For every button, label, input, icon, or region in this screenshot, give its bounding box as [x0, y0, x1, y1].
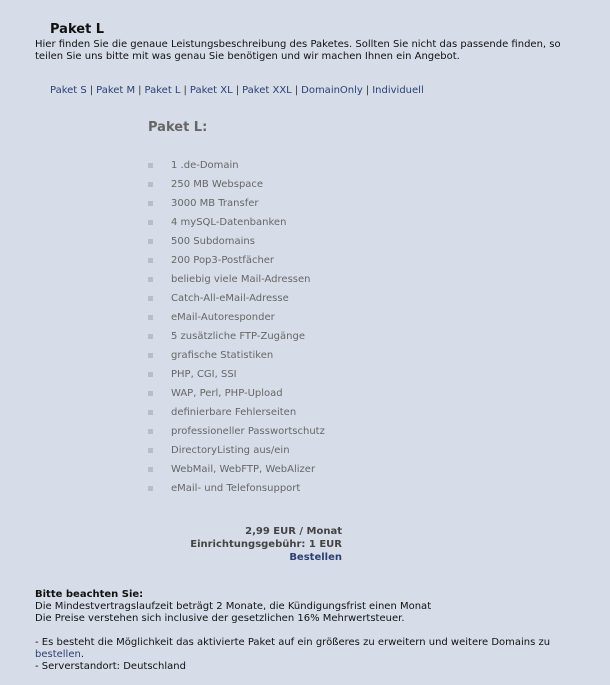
bullet-icon [148, 258, 153, 263]
bullet-icon [148, 486, 153, 491]
bullet-icon [148, 410, 153, 415]
feature-label: 500 Subdomains [171, 236, 255, 247]
feature-label: 4 mySQL-Datenbanken [171, 217, 287, 228]
list-item [148, 424, 325, 443]
nav-separator: | [365, 85, 370, 96]
notice-upgrade-text: - Es besteht die Möglichkeit das aktivierte Paket auf ein größeres zu erweitern und weitere Domains zu [35, 637, 551, 648]
feature-label: 1 .de-Domain [171, 160, 239, 171]
list-item [148, 272, 325, 291]
list-item [148, 367, 325, 386]
feature-label: DirectoryListing aus/ein [171, 445, 290, 456]
package-heading: Paket L: [148, 120, 208, 135]
feature-label: 3000 MB Transfer [171, 198, 259, 209]
list-item [148, 177, 325, 196]
list-item [148, 158, 325, 177]
package-nav [50, 85, 424, 96]
list-item [148, 481, 325, 500]
list-item [148, 405, 325, 424]
list-item [148, 329, 325, 348]
monthly-price: 2,99 EUR / Monat [245, 526, 342, 537]
list-item [148, 443, 325, 462]
nav-paket-xxl[interactable]: Paket XXL [242, 85, 292, 96]
feature-label: WebMail, WebFTP, WebAlizer [171, 464, 316, 475]
bullet-icon [148, 182, 153, 187]
intro-text: Hier finden Sie die genaue Leistungsbeschreibung des Paketes. Sollten Sie nicht das passende finden, so teilen Sie uns bitte mit was genau Sie benötigen und wir machen Ihnen ein Angebot. [35, 39, 561, 62]
bullet-icon [148, 448, 153, 453]
bullet-icon [148, 163, 153, 168]
bullet-icon [148, 334, 153, 339]
bullet-icon [148, 220, 153, 225]
nav-domainonly[interactable]: DomainOnly [301, 85, 363, 96]
list-item [148, 291, 325, 310]
list-item [148, 215, 325, 234]
list-item [148, 462, 325, 481]
nav-paket-xl[interactable]: Paket XL [189, 85, 233, 96]
feature-label: eMail-Autoresponder [171, 312, 275, 323]
list-item [148, 234, 325, 253]
nav-separator: | [235, 85, 240, 96]
notice-line-vat: Die Preise verstehen sich inclusive der gesetzlichen 16% Mehrwertsteuer. [35, 613, 405, 624]
nav-separator: | [183, 85, 187, 96]
bullet-icon [148, 296, 153, 301]
feature-label: PHP, CGI, SSI [171, 369, 237, 380]
nav-separator: | [294, 85, 299, 96]
page-title: Paket L [50, 22, 105, 37]
price-block [190, 525, 342, 564]
bullet-icon [148, 239, 153, 244]
feature-label: definierbare Fehlerseiten [171, 407, 297, 418]
notice-block: Bitte beachten Sie: Die Mindestvertragslaufzeit beträgt 2 Monate, die Kündigungsfrist einen Monat Die Preise verstehen sich inclusive der gesetzlichen 16% Mehrwertsteuer. - Es besteht die Möglichkeit das aktivierte Paket auf ein größeres zu erweitern und weitere Domains zu bestellen. - Serverstandort: Deutschland [35, 589, 580, 673]
bullet-icon [148, 429, 153, 434]
list-item [148, 196, 325, 215]
bullet-icon [148, 353, 153, 358]
list-item [148, 348, 325, 367]
nav-separator: | [138, 85, 142, 96]
feature-label: WAP, Perl, PHP-Upload [171, 388, 283, 399]
nav-paket-l[interactable]: Paket L [144, 85, 181, 96]
feature-label: eMail- und Telefonsupport [171, 483, 301, 494]
feature-label: beliebig viele Mail-Adressen [171, 274, 311, 285]
bullet-icon [148, 315, 153, 320]
feature-label: 200 Pop3-Postfächer [171, 255, 275, 266]
feature-label: Catch-All-eMail-Adresse [171, 293, 289, 304]
bullet-icon [148, 372, 153, 377]
list-item [148, 310, 325, 329]
setup-fee: Einrichtungsgebühr: 1 EUR [190, 539, 342, 550]
feature-label: professioneller Passwortschutz [171, 426, 325, 437]
bullet-icon [148, 467, 153, 472]
order-link[interactable]: Bestellen [289, 552, 342, 563]
order-domains-link[interactable]: bestellen [35, 649, 81, 660]
nav-paket-s[interactable]: Paket S [50, 85, 87, 96]
feature-label: 5 zusätzliche FTP-Zugänge [171, 331, 305, 342]
bullet-icon [148, 391, 153, 396]
bullet-icon [148, 277, 153, 282]
list-item [148, 386, 325, 405]
notice-line-term: Die Mindestvertragslaufzeit beträgt 2 Monate, die Kündigungsfrist einen Monat [35, 601, 432, 612]
nav-separator: | [89, 85, 94, 96]
nav-individuell[interactable]: Individuell [372, 85, 424, 96]
feature-label: grafische Statistiken [171, 350, 274, 361]
feature-label: 250 MB Webspace [171, 179, 264, 190]
notice-server-location: - Serverstandort: Deutschland [35, 661, 186, 672]
feature-list [148, 158, 325, 500]
nav-paket-m[interactable]: Paket M [96, 85, 136, 96]
bullet-icon [148, 201, 153, 206]
list-item [148, 253, 325, 272]
notice-heading: Bitte beachten Sie: [35, 589, 144, 600]
